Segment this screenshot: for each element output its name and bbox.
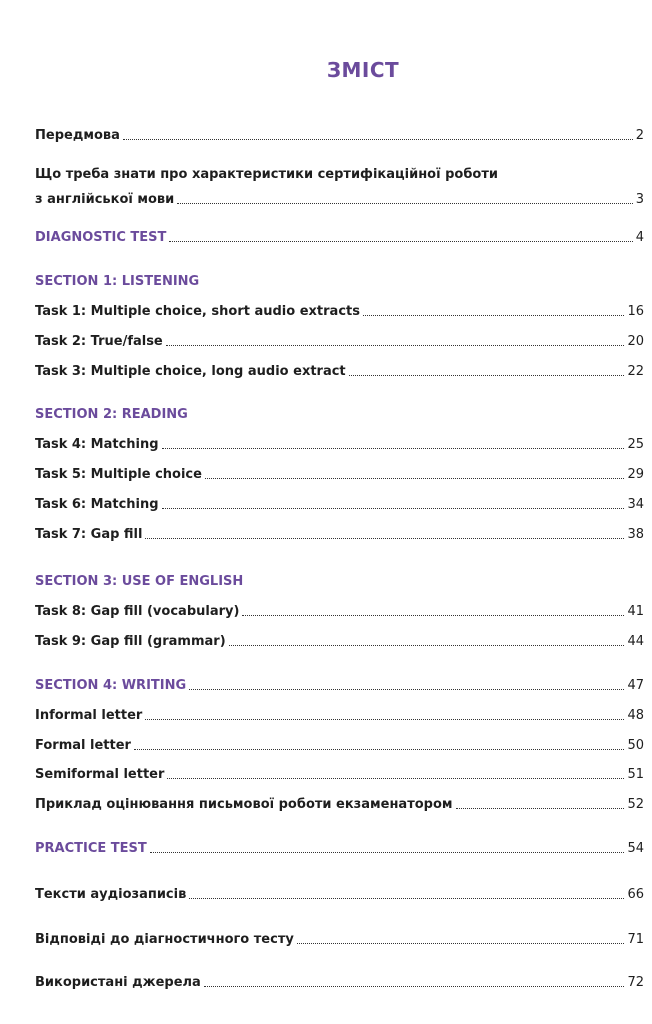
toc-entry-diagnostic-test[interactable]: [35, 229, 644, 246]
toc-entry-label: Task 2: True/false: [35, 334, 163, 349]
toc-entry-label: Відповіді до діагностичного тесту: [35, 932, 294, 947]
section-heading-listening: SECTION 1: LISTENING: [35, 274, 200, 289]
toc-page-number: 47: [627, 678, 644, 693]
leader-dots: [150, 852, 625, 853]
page-title: ЗМІСТ: [326, 58, 400, 82]
leader-dots: [189, 898, 624, 899]
leader-dots: [169, 241, 632, 242]
toc-page-number: 50: [627, 738, 644, 753]
toc-entry-label: Task 6: Matching: [35, 497, 159, 512]
toc-page-number: 20: [627, 334, 644, 349]
leader-dots: [189, 689, 624, 690]
leader-dots: [134, 749, 625, 750]
toc-entry-label: Що треба знати про характеристики сертифікаційної роботи: [35, 167, 498, 182]
toc-entry-semiformal-letter[interactable]: [35, 766, 644, 783]
toc-entry-task-1[interactable]: [35, 303, 644, 320]
toc-entry-task-9[interactable]: [35, 633, 644, 650]
leader-dots: [297, 943, 625, 944]
toc-entry-label: Formal letter: [35, 738, 131, 753]
toc-entry-label: Приклад оцінювання письмової роботи екзаменатором: [35, 797, 453, 812]
toc-page-number: 48: [627, 708, 644, 723]
leader-dots: [162, 508, 625, 509]
toc-entry-label: Використані джерела: [35, 975, 201, 990]
toc-page-number: 29: [627, 467, 644, 482]
toc-page-number: 54: [627, 841, 644, 856]
toc-entry-label: Тексти аудіозаписів: [35, 887, 187, 902]
toc-entry-practice-test[interactable]: [35, 840, 644, 857]
toc-page-number: 52: [627, 797, 644, 812]
toc-page-number: 41: [627, 604, 644, 619]
toc-page-number: 16: [627, 304, 644, 319]
toc-entry-writing[interactable]: [35, 677, 644, 694]
toc-entry-label: Task 7: Gap fill: [35, 527, 143, 542]
toc-entry-label: PRACTICE TEST: [35, 841, 147, 856]
toc-entry-label: Informal letter: [35, 708, 143, 723]
toc-entry-task-3[interactable]: [35, 363, 644, 380]
toc-page-number: 4: [635, 230, 644, 245]
toc-entry-label: Task 8: Gap fill (vocabulary): [35, 604, 240, 619]
toc-entry-writing-assessment[interactable]: [35, 796, 644, 813]
toc-entry-foreword[interactable]: [35, 127, 644, 144]
toc-entry-label: SECTION 4: WRITING: [35, 678, 187, 693]
toc-page-number: 71: [627, 932, 644, 947]
leader-dots: [162, 448, 625, 449]
toc-entry-label: Task 4: Matching: [35, 437, 159, 452]
toc-entry-label: Передмова: [35, 128, 120, 143]
leader-dots: [145, 538, 624, 539]
toc-entry-task-8[interactable]: [35, 603, 644, 620]
toc-entry-answers[interactable]: [35, 931, 644, 948]
toc-entry-task-5[interactable]: [35, 466, 644, 483]
leader-dots: [205, 478, 625, 479]
toc-entry-label: з англійської мови: [35, 192, 175, 207]
toc-entry-formal-letter[interactable]: [35, 737, 644, 754]
toc-page-number: 22: [627, 364, 644, 379]
leader-dots: [123, 139, 633, 140]
toc-page-number: 44: [627, 634, 644, 649]
toc-entry-certification-info[interactable]: [35, 162, 644, 212]
leader-dots: [242, 615, 624, 616]
leader-dots: [204, 986, 625, 987]
section-heading-reading: SECTION 2: READING: [35, 407, 188, 422]
leader-dots: [177, 203, 632, 204]
toc-entry-informal-letter[interactable]: [35, 707, 644, 724]
toc-page-number: 51: [627, 767, 644, 782]
section-heading-use-of-english: SECTION 3: USE OF ENGLISH: [35, 574, 244, 589]
leader-dots: [166, 345, 625, 346]
toc-entry-label: Semiformal letter: [35, 767, 165, 782]
leader-dots: [349, 375, 625, 376]
leader-dots: [229, 645, 625, 646]
leader-dots: [167, 778, 624, 779]
toc-entry-label: Task 1: Multiple choice, short audio extracts: [35, 304, 360, 319]
toc-entry-label: Task 5: Multiple choice: [35, 467, 202, 482]
toc-entry-task-4[interactable]: [35, 436, 644, 453]
leader-dots: [456, 808, 625, 809]
toc-entry-sources[interactable]: [35, 974, 644, 991]
toc-page-number: 72: [627, 975, 644, 990]
toc-page-number: 3: [635, 192, 644, 207]
toc-entry-label: Task 3: Multiple choice, long audio extract: [35, 364, 346, 379]
toc-entry-label: DIAGNOSTIC TEST: [35, 230, 167, 245]
toc-entry-audio-scripts[interactable]: [35, 886, 644, 903]
toc-page-number: 66: [627, 887, 644, 902]
leader-dots: [145, 719, 624, 720]
toc-entry-task-2[interactable]: [35, 333, 644, 350]
toc-page-number: 25: [627, 437, 644, 452]
leader-dots: [363, 315, 624, 316]
toc-entry-task-6[interactable]: [35, 496, 644, 513]
toc-page-number: 2: [635, 128, 644, 143]
toc-page-number: 34: [627, 497, 644, 512]
toc-page-number: 38: [627, 527, 644, 542]
toc-entry-task-7[interactable]: [35, 526, 644, 543]
toc-entry-label: Task 9: Gap fill (grammar): [35, 634, 226, 649]
